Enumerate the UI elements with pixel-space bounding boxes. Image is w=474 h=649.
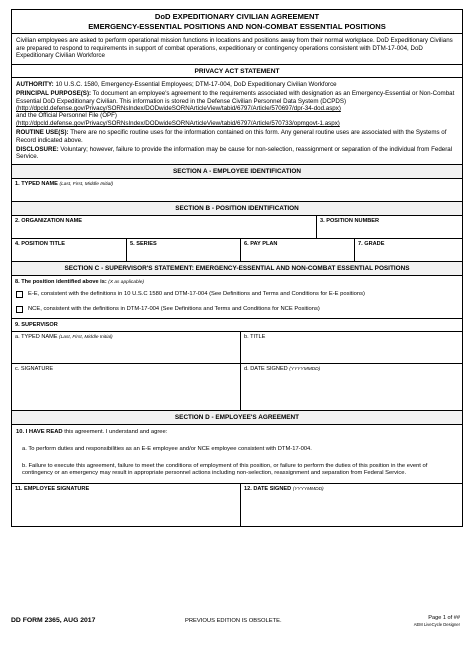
authority-text: 10 U.S.C. 1580, Emergency-Essential Employees; DTM-17-004, DoD Expeditionary Civilian Workforce <box>55 80 337 88</box>
supervisor-date-field[interactable] <box>241 364 462 410</box>
supervisor-name-hint: (Last, First, Middle Initial) <box>59 334 113 340</box>
form-title <box>12 10 462 34</box>
option-nce-text: NCE, consistent with the definitions in DTM-17-004 (See Definitions and Terms and Conditions for NCE Positions) <box>28 305 320 312</box>
option-nce-row <box>12 301 462 316</box>
employee-sign-row <box>12 484 462 526</box>
q9-label: 9. SUPERVISOR <box>15 321 58 328</box>
employee-date-label-wrap <box>241 484 462 493</box>
q10-bold: 10. I HAVE READ <box>16 428 63 435</box>
q10-block <box>12 425 462 484</box>
supervisor-title-field[interactable] <box>241 332 462 363</box>
q8-block <box>12 276 462 319</box>
typed-name-label-wrap <box>12 179 462 188</box>
q10-rest: this agreement. I understand and agree: <box>64 428 168 435</box>
purpose-mid: and the Official Personnel File (OPF) <box>16 112 117 120</box>
supervisor-date-hint: (YYYYMMDD) <box>289 366 321 372</box>
authority-para <box>16 81 458 88</box>
section-b-row1 <box>12 216 462 239</box>
supervisor-signature-field[interactable] <box>12 364 241 410</box>
privacy-block <box>12 64 462 164</box>
form-title-line2: EMERGENCY-ESSENTIAL POSITIONS AND NON-COMBAT ESSENTIAL POSITIONS <box>88 21 386 31</box>
supervisor-row2 <box>12 364 462 411</box>
supervisor-signature-label: c. SIGNATURE <box>15 365 54 372</box>
q8-label-wrap <box>12 276 462 286</box>
organization-name-field[interactable] <box>12 216 317 238</box>
employee-date-field[interactable] <box>241 484 462 526</box>
routine-para <box>16 129 458 144</box>
section-a-heading: SECTION A - EMPLOYEE IDENTIFICATION <box>12 165 462 179</box>
pay-plan-field[interactable] <box>241 239 355 261</box>
supervisor-title-label: b. TITLE <box>244 333 266 340</box>
q10-statement <box>12 429 462 436</box>
designer-credit: AEM LiveCycle Designer <box>413 622 460 627</box>
grade-field[interactable] <box>355 239 462 261</box>
privacy-body <box>12 78 462 164</box>
q9-heading-row <box>12 319 462 332</box>
supervisor-name-label-wrap <box>12 332 240 341</box>
option-ee-row <box>12 286 462 301</box>
ee-checkbox[interactable] <box>16 291 23 298</box>
routine-label: ROUTINE USE(S): <box>16 129 69 137</box>
sorn-link-opf[interactable]: (http://dpcld.defense.gov/Privacy/SORNsIndex/DODwideSORNArticleView/tabid/6797/Article/570733/opmgovt-1.aspx) <box>16 119 340 127</box>
nce-checkbox[interactable] <box>16 306 23 313</box>
position-title-label: 4. POSITION TITLE <box>15 240 66 247</box>
q8-label: 8. The position identified above is: <box>15 278 107 285</box>
form-footer <box>11 614 463 634</box>
purpose-label: PRINCIPAL PURPOSE(S): <box>16 90 92 98</box>
series-field[interactable] <box>127 239 241 261</box>
series-label: 5. SERIES <box>130 240 157 247</box>
position-title-field[interactable] <box>12 239 127 261</box>
position-number-label: 3. POSITION NUMBER <box>320 217 380 224</box>
q8-hint: (X as applicable) <box>108 279 144 285</box>
form-body <box>11 9 463 527</box>
supervisor-name-label: a. TYPED NAME <box>15 333 58 340</box>
organization-name-label: 2. ORGANIZATION NAME <box>15 217 83 224</box>
disclosure-text: Voluntary; however, failure to provide the information may be cause for non-selection, reassignment or separation of the individual from Federal Service. <box>16 146 453 161</box>
disclosure-para <box>16 146 458 161</box>
intro-text: Civilian employees are asked to perform operational mission functions in locations and positions away from their normal workplace. DoD Expeditionary Civilians are prepared to respond to requirements in support of combat operations, expeditionary or contingency operations consistent with DTM-17-004, DoD Expeditionary Civilian Workforce <box>16 37 453 60</box>
q10-item-b: b. Failure to execute this agreement, failure to meet the conditions of employment of this position, or failure to perform the duties of this position in the event of contingency or an emergency may result in appropriate personnel actions including non-selection, reassignment and separation from Federal Service. <box>22 462 428 476</box>
privacy-heading: PRIVACY ACT STATEMENT <box>12 65 462 78</box>
section-b-heading: SECTION B - POSITION IDENTIFICATION <box>12 202 462 216</box>
position-number-field[interactable] <box>317 216 462 238</box>
typed-name-label: 1. TYPED NAME <box>15 180 58 187</box>
supervisor-date-label-wrap <box>241 364 462 373</box>
option-ee-text: E-E, consistent with the definitions in 10 U.S.C 1580 and DTM-17-004 (See Definitions and Terms and Conditions for E-E positions) <box>28 290 365 297</box>
pay-plan-label: 6. PAY PLAN <box>244 240 278 247</box>
authority-label: AUTHORITY: <box>16 80 54 88</box>
obsolete-notice: PREVIOUS EDITION IS OBSOLETE. <box>185 618 282 624</box>
purpose-text: To document an employee's agreement to the requirements associated with designation as an Emergency-Essential or Non-Combat Essential DoD Expeditionary Civilian. This information is stored in the Defense Civilian Personnel Data System (DCPDS) <box>16 90 455 105</box>
employee-date-label: 12. DATE SIGNED <box>244 485 292 492</box>
section-b-row2 <box>12 239 462 262</box>
employee-signature-label: 11. EMPLOYEE SIGNATURE <box>15 485 90 492</box>
disclosure-label: DISCLOSURE: <box>16 146 59 154</box>
page-number: Page 1 of ## <box>428 615 460 621</box>
q10-item-a: a. To perform duties and responsibilities as an E-E employee and/or NCE employee consistent with DTM-17-004. <box>22 445 312 452</box>
grade-label: 7. GRADE <box>358 240 385 247</box>
section-d-heading: SECTION D - EMPLOYEE'S AGREEMENT <box>12 411 462 425</box>
sorn-link-dcpds[interactable]: (http://dpcld.defense.gov/Privacy/SORNsIndex/DODwideSORNArticleView/tabid/6797/Article/570697/dpr-34-dod.aspx) <box>16 105 341 112</box>
form-id: DD FORM 2365, AUG 2017 <box>11 617 96 624</box>
supervisor-row1 <box>12 332 462 364</box>
employee-signature-field[interactable] <box>12 484 241 526</box>
typed-name-field[interactable] <box>12 179 462 202</box>
supervisor-date-label: d. DATE SIGNED <box>244 365 288 372</box>
section-c-heading: SECTION C - SUPERVISOR'S STATEMENT: EMERGENCY-ESSENTIAL AND NON-COMBAT ESSENTIAL POSITIONS <box>12 262 462 276</box>
typed-name-hint: (Last, First, Middle Initial) <box>59 181 114 187</box>
employee-date-hint: (YYYYMMDD) <box>292 486 324 492</box>
purpose-para <box>16 90 458 127</box>
routine-text: There are no specific routine uses for the information contained on this form. Any general routine uses are associated with the Systems of Record indicated above. <box>16 129 447 144</box>
intro-and-privacy <box>12 34 462 165</box>
supervisor-name-field[interactable] <box>12 332 241 363</box>
form-title-line1: DoD EXPEDITIONARY CIVILIAN AGREEMENT <box>154 12 320 21</box>
